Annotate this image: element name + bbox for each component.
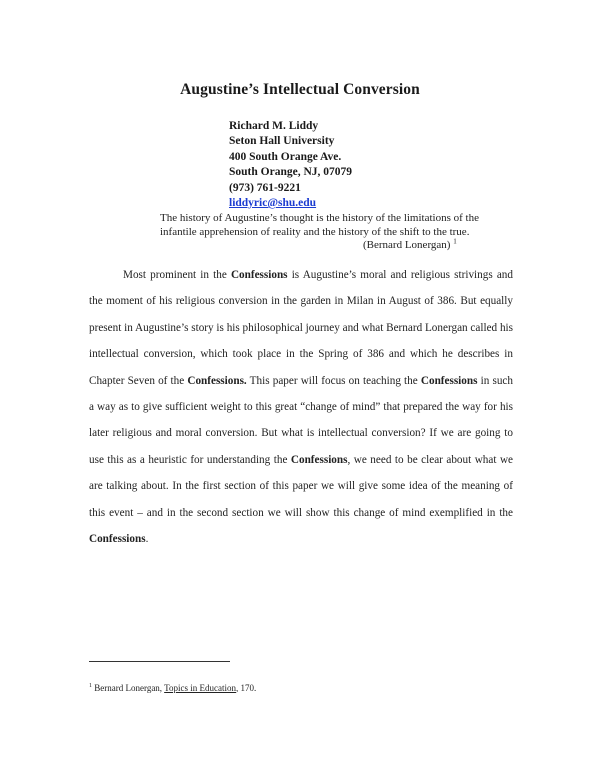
author-block	[229, 119, 352, 211]
work-title: Confessions.	[187, 374, 247, 387]
author-phone: (973) 761-9221	[229, 181, 301, 194]
author-institution: Seton Hall University	[229, 135, 335, 148]
epigraph-line-2: infantile apprehension of reality and the history of the shift to the true.	[160, 225, 470, 238]
page-title: Augustine’s Intellectual Conversion	[180, 81, 420, 98]
footnote: $^1$ Bernard Lonergan, Topics in Education, 170.	[89, 683, 257, 693]
footnote-marker: 1	[89, 683, 92, 689]
footnote-book-title: Topics in Education	[164, 683, 237, 693]
author-email-link[interactable]: liddyric@shu.edu	[229, 197, 317, 210]
work-title: Confessions	[89, 533, 146, 546]
author-city: South Orange, NJ, 07079	[229, 166, 352, 179]
paragraph: Most prominent in the Confessions is Augustine’s moral and religious strivings and the moment of his religious conversion in the garden in Milan in August of 386. But equally present in Augustine’s story is his philosophical journey and what Bernard Lonergan called his intellectual conversion, which took place in the Spring of 386 and which he describes in Chapter Seven of the Confessions. This paper will focus on teaching the Confessions in such a way as to give sufficient weight to this great “change of mind” that prepared the way for his later religious and moral conversion. But what is intellectual conversion? If we are going to use this as a heuristic for understanding the Confessions, we need to be clear about what we are talking about. In the first section of this paper we will give some idea of the meaning of this event – and in the second section we will show this change of mind exemplified in the Confessions.	[89, 269, 513, 546]
epigraph-line-1: The history of Augustine’s thought is the history of the limitations of the	[160, 212, 479, 224]
epigraph-attribution-row	[160, 239, 520, 253]
epigraph-attribution: (Bernard Lonergan)	[363, 239, 451, 252]
author-name: Richard M. Liddy	[229, 120, 319, 132]
work-title: Confessions	[230, 269, 288, 281]
footnote-reference[interactable]: 1	[453, 237, 457, 246]
footnote-divider	[89, 661, 230, 662]
author-street: 400 South Orange Ave.	[229, 150, 342, 163]
epigraph	[160, 212, 520, 253]
body-text	[89, 262, 513, 552]
work-title: Confessions	[290, 453, 348, 466]
work-title: Confessions	[420, 374, 478, 387]
